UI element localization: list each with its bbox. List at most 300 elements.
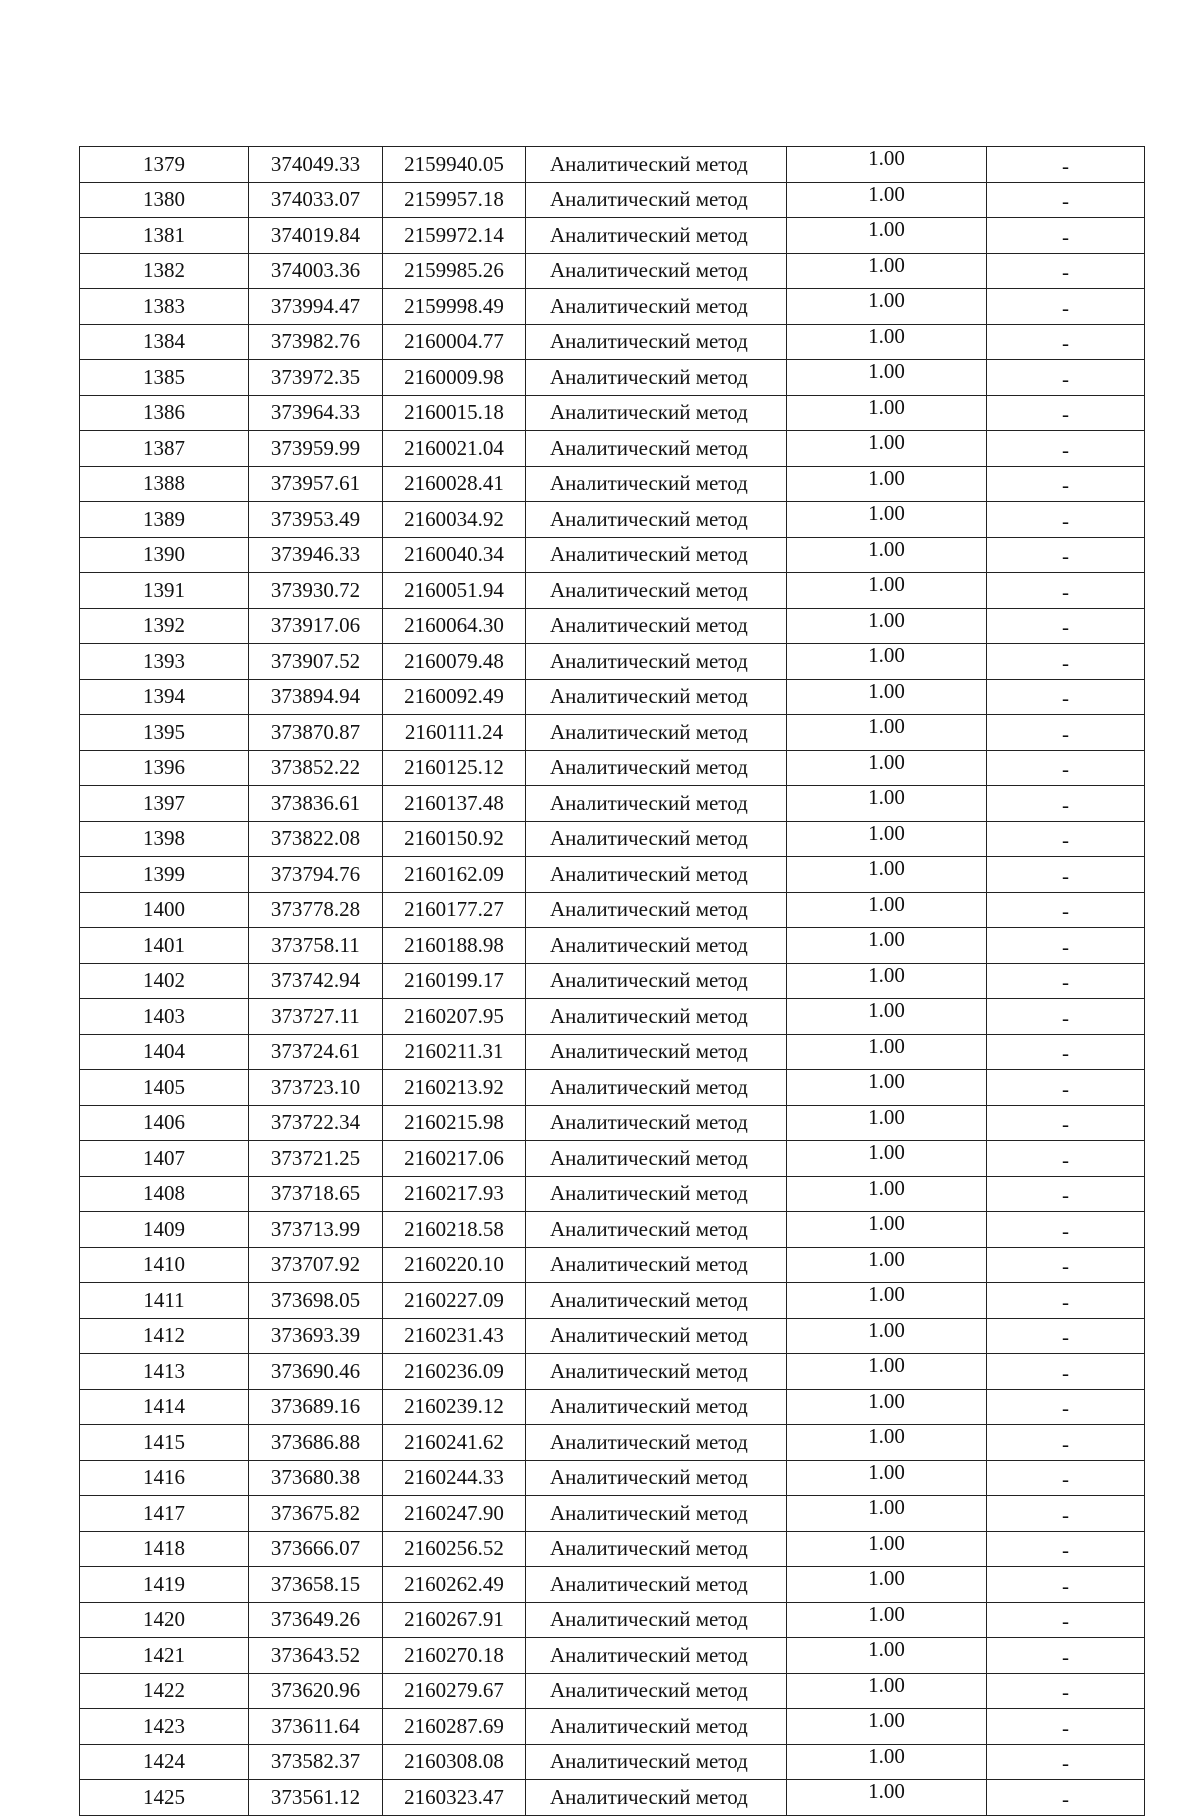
- table-row: [80, 1354, 1145, 1390]
- x-coordinate-cell: 373982.76: [249, 324, 383, 360]
- note-cell: -: [987, 466, 1145, 502]
- note-cell: -: [987, 395, 1145, 431]
- point-number-cell: 1410: [80, 1247, 249, 1283]
- x-coordinate-cell: 373582.37: [249, 1744, 383, 1780]
- note-cell: -: [987, 999, 1145, 1035]
- point-number-cell: 1383: [80, 289, 249, 325]
- table-row: [80, 289, 1145, 325]
- accuracy-cell: 1.00: [787, 1283, 987, 1319]
- x-coordinate-cell: 373722.34: [249, 1105, 383, 1141]
- method-cell: Аналитический метод: [526, 324, 787, 360]
- y-coordinate-cell: 2160137.48: [383, 786, 526, 822]
- method-cell: Аналитический метод: [526, 1709, 787, 1745]
- y-coordinate-cell: 2160079.48: [383, 644, 526, 680]
- y-coordinate-cell: 2160034.92: [383, 502, 526, 538]
- table-row: [80, 1673, 1145, 1709]
- y-coordinate-cell: 2160262.49: [383, 1567, 526, 1603]
- y-coordinate-cell: 2160004.77: [383, 324, 526, 360]
- x-coordinate-cell: 373620.96: [249, 1673, 383, 1709]
- x-coordinate-cell: 373698.05: [249, 1283, 383, 1319]
- method-cell: Аналитический метод: [526, 1141, 787, 1177]
- accuracy-cell: 1.00: [787, 786, 987, 822]
- y-coordinate-cell: 2159998.49: [383, 289, 526, 325]
- method-cell: Аналитический метод: [526, 431, 787, 467]
- accuracy-cell: 1.00: [787, 715, 987, 751]
- table-row: [80, 608, 1145, 644]
- note-cell: -: [987, 1070, 1145, 1106]
- table-row: [80, 786, 1145, 822]
- y-coordinate-cell: 2160051.94: [383, 573, 526, 609]
- note-cell: -: [987, 1780, 1145, 1816]
- y-coordinate-cell: 2160064.30: [383, 608, 526, 644]
- x-coordinate-cell: 373822.08: [249, 821, 383, 857]
- method-cell: Аналитический метод: [526, 644, 787, 680]
- point-number-cell: 1386: [80, 395, 249, 431]
- x-coordinate-cell: 373611.64: [249, 1709, 383, 1745]
- y-coordinate-cell: 2159940.05: [383, 147, 526, 183]
- method-cell: Аналитический метод: [526, 715, 787, 751]
- table-row: [80, 324, 1145, 360]
- y-coordinate-cell: 2159972.14: [383, 218, 526, 254]
- method-cell: Аналитический метод: [526, 608, 787, 644]
- note-cell: -: [987, 1034, 1145, 1070]
- note-cell: -: [987, 608, 1145, 644]
- table-row: [80, 1034, 1145, 1070]
- note-cell: -: [987, 1638, 1145, 1674]
- point-number-cell: 1393: [80, 644, 249, 680]
- table-row: [80, 857, 1145, 893]
- method-cell: Аналитический метод: [526, 1638, 787, 1674]
- accuracy-cell: 1.00: [787, 1389, 987, 1425]
- y-coordinate-cell: 2160287.69: [383, 1709, 526, 1745]
- point-number-cell: 1399: [80, 857, 249, 893]
- table-row: [80, 360, 1145, 396]
- table-row: [80, 1425, 1145, 1461]
- method-cell: Аналитический метод: [526, 1283, 787, 1319]
- note-cell: -: [987, 715, 1145, 751]
- note-cell: -: [987, 360, 1145, 396]
- x-coordinate-cell: 373778.28: [249, 892, 383, 928]
- accuracy-cell: 1.00: [787, 1105, 987, 1141]
- note-cell: -: [987, 1744, 1145, 1780]
- table-row: [80, 573, 1145, 609]
- y-coordinate-cell: 2160220.10: [383, 1247, 526, 1283]
- note-cell: -: [987, 324, 1145, 360]
- accuracy-cell: 1.00: [787, 1212, 987, 1248]
- point-number-cell: 1387: [80, 431, 249, 467]
- table-row: [80, 147, 1145, 183]
- note-cell: -: [987, 644, 1145, 680]
- x-coordinate-cell: 374019.84: [249, 218, 383, 254]
- x-coordinate-cell: 373689.16: [249, 1389, 383, 1425]
- point-number-cell: 1403: [80, 999, 249, 1035]
- table-row: [80, 1496, 1145, 1532]
- table-row: [80, 1709, 1145, 1745]
- x-coordinate-cell: 373561.12: [249, 1780, 383, 1816]
- accuracy-cell: 1.00: [787, 1247, 987, 1283]
- point-number-cell: 1422: [80, 1673, 249, 1709]
- x-coordinate-cell: 373649.26: [249, 1602, 383, 1638]
- method-cell: Аналитический метод: [526, 502, 787, 538]
- note-cell: -: [987, 1425, 1145, 1461]
- point-number-cell: 1414: [80, 1389, 249, 1425]
- note-cell: -: [987, 857, 1145, 893]
- point-number-cell: 1402: [80, 963, 249, 999]
- accuracy-cell: 1.00: [787, 1141, 987, 1177]
- accuracy-cell: 1.00: [787, 679, 987, 715]
- table-row: [80, 218, 1145, 254]
- x-coordinate-cell: 373994.47: [249, 289, 383, 325]
- x-coordinate-cell: 373643.52: [249, 1638, 383, 1674]
- y-coordinate-cell: 2160267.91: [383, 1602, 526, 1638]
- note-cell: -: [987, 821, 1145, 857]
- y-coordinate-cell: 2160199.17: [383, 963, 526, 999]
- point-number-cell: 1396: [80, 750, 249, 786]
- note-cell: -: [987, 963, 1145, 999]
- accuracy-cell: 1.00: [787, 857, 987, 893]
- method-cell: Аналитический метод: [526, 1567, 787, 1603]
- note-cell: -: [987, 1105, 1145, 1141]
- note-cell: -: [987, 786, 1145, 822]
- note-cell: -: [987, 253, 1145, 289]
- note-cell: -: [987, 1283, 1145, 1319]
- x-coordinate-cell: 373957.61: [249, 466, 383, 502]
- note-cell: -: [987, 1389, 1145, 1425]
- method-cell: Аналитический метод: [526, 1460, 787, 1496]
- method-cell: Аналитический метод: [526, 147, 787, 183]
- accuracy-cell: 1.00: [787, 1460, 987, 1496]
- x-coordinate-cell: 373758.11: [249, 928, 383, 964]
- note-cell: -: [987, 1176, 1145, 1212]
- note-cell: -: [987, 537, 1145, 573]
- y-coordinate-cell: 2160218.58: [383, 1212, 526, 1248]
- note-cell: -: [987, 502, 1145, 538]
- point-number-cell: 1418: [80, 1531, 249, 1567]
- note-cell: -: [987, 750, 1145, 786]
- x-coordinate-cell: 373870.87: [249, 715, 383, 751]
- point-number-cell: 1421: [80, 1638, 249, 1674]
- x-coordinate-cell: 373690.46: [249, 1354, 383, 1390]
- table-row: [80, 1460, 1145, 1496]
- point-number-cell: 1409: [80, 1212, 249, 1248]
- x-coordinate-cell: 374033.07: [249, 182, 383, 218]
- y-coordinate-cell: 2160040.34: [383, 537, 526, 573]
- point-number-cell: 1404: [80, 1034, 249, 1070]
- y-coordinate-cell: 2160239.12: [383, 1389, 526, 1425]
- note-cell: -: [987, 679, 1145, 715]
- y-coordinate-cell: 2160021.04: [383, 431, 526, 467]
- table-row: [80, 1141, 1145, 1177]
- point-number-cell: 1379: [80, 147, 249, 183]
- y-coordinate-cell: 2160215.98: [383, 1105, 526, 1141]
- x-coordinate-cell: 373959.99: [249, 431, 383, 467]
- point-number-cell: 1385: [80, 360, 249, 396]
- note-cell: -: [987, 1673, 1145, 1709]
- accuracy-cell: 1.00: [787, 1318, 987, 1354]
- method-cell: Аналитический метод: [526, 1070, 787, 1106]
- y-coordinate-cell: 2160308.08: [383, 1744, 526, 1780]
- accuracy-cell: 1.00: [787, 1496, 987, 1532]
- point-number-cell: 1400: [80, 892, 249, 928]
- accuracy-cell: 1.00: [787, 1176, 987, 1212]
- y-coordinate-cell: 2160279.67: [383, 1673, 526, 1709]
- point-number-cell: 1380: [80, 182, 249, 218]
- table-row: [80, 182, 1145, 218]
- accuracy-cell: 1.00: [787, 1709, 987, 1745]
- table-row: [80, 466, 1145, 502]
- method-cell: Аналитический метод: [526, 289, 787, 325]
- table-row: [80, 963, 1145, 999]
- y-coordinate-cell: 2160015.18: [383, 395, 526, 431]
- accuracy-cell: 1.00: [787, 1354, 987, 1390]
- method-cell: Аналитический метод: [526, 1780, 787, 1816]
- x-coordinate-cell: 373930.72: [249, 573, 383, 609]
- y-coordinate-cell: 2159985.26: [383, 253, 526, 289]
- method-cell: Аналитический метод: [526, 573, 787, 609]
- method-cell: Аналитический метод: [526, 1673, 787, 1709]
- method-cell: Аналитический метод: [526, 218, 787, 254]
- accuracy-cell: 1.00: [787, 1638, 987, 1674]
- note-cell: -: [987, 1567, 1145, 1603]
- table-row: [80, 1318, 1145, 1354]
- table-row: [80, 1531, 1145, 1567]
- x-coordinate-cell: 373917.06: [249, 608, 383, 644]
- table-row: [80, 928, 1145, 964]
- table-row: [80, 431, 1145, 467]
- x-coordinate-cell: 373953.49: [249, 502, 383, 538]
- method-cell: Аналитический метод: [526, 1354, 787, 1390]
- point-number-cell: 1419: [80, 1567, 249, 1603]
- accuracy-cell: 1.00: [787, 999, 987, 1035]
- accuracy-cell: 1.00: [787, 253, 987, 289]
- point-number-cell: 1398: [80, 821, 249, 857]
- point-number-cell: 1381: [80, 218, 249, 254]
- accuracy-cell: 1.00: [787, 928, 987, 964]
- x-coordinate-cell: 374049.33: [249, 147, 383, 183]
- note-cell: -: [987, 289, 1145, 325]
- accuracy-cell: 1.00: [787, 289, 987, 325]
- point-number-cell: 1390: [80, 537, 249, 573]
- table-row: [80, 1105, 1145, 1141]
- method-cell: Аналитический метод: [526, 786, 787, 822]
- method-cell: Аналитический метод: [526, 679, 787, 715]
- point-number-cell: 1401: [80, 928, 249, 964]
- method-cell: Аналитический метод: [526, 892, 787, 928]
- table-row: [80, 715, 1145, 751]
- x-coordinate-cell: 373693.39: [249, 1318, 383, 1354]
- point-number-cell: 1417: [80, 1496, 249, 1532]
- method-cell: Аналитический метод: [526, 1744, 787, 1780]
- coordinates-table: [79, 146, 1145, 1816]
- table-row: [80, 1212, 1145, 1248]
- note-cell: -: [987, 1460, 1145, 1496]
- y-coordinate-cell: 2160244.33: [383, 1460, 526, 1496]
- note-cell: -: [987, 928, 1145, 964]
- y-coordinate-cell: 2160241.62: [383, 1425, 526, 1461]
- note-cell: -: [987, 573, 1145, 609]
- point-number-cell: 1411: [80, 1283, 249, 1319]
- x-coordinate-cell: 373713.99: [249, 1212, 383, 1248]
- x-coordinate-cell: 373742.94: [249, 963, 383, 999]
- accuracy-cell: 1.00: [787, 502, 987, 538]
- accuracy-cell: 1.00: [787, 466, 987, 502]
- table-row: [80, 1070, 1145, 1106]
- y-coordinate-cell: 2160188.98: [383, 928, 526, 964]
- point-number-cell: 1425: [80, 1780, 249, 1816]
- x-coordinate-cell: 373721.25: [249, 1141, 383, 1177]
- x-coordinate-cell: 373675.82: [249, 1496, 383, 1532]
- x-coordinate-cell: 373894.94: [249, 679, 383, 715]
- method-cell: Аналитический метод: [526, 1531, 787, 1567]
- method-cell: Аналитический метод: [526, 1389, 787, 1425]
- method-cell: Аналитический метод: [526, 1212, 787, 1248]
- point-number-cell: 1423: [80, 1709, 249, 1745]
- point-number-cell: 1412: [80, 1318, 249, 1354]
- accuracy-cell: 1.00: [787, 1673, 987, 1709]
- method-cell: Аналитический метод: [526, 182, 787, 218]
- x-coordinate-cell: 373946.33: [249, 537, 383, 573]
- method-cell: Аналитический метод: [526, 360, 787, 396]
- y-coordinate-cell: 2160207.95: [383, 999, 526, 1035]
- note-cell: -: [987, 1531, 1145, 1567]
- accuracy-cell: 1.00: [787, 324, 987, 360]
- table-row: [80, 1780, 1145, 1816]
- accuracy-cell: 1.00: [787, 1744, 987, 1780]
- table-row: [80, 395, 1145, 431]
- method-cell: Аналитический метод: [526, 1105, 787, 1141]
- coordinates-table-body: [80, 147, 1145, 1816]
- x-coordinate-cell: 373836.61: [249, 786, 383, 822]
- method-cell: Аналитический метод: [526, 1034, 787, 1070]
- y-coordinate-cell: 2160092.49: [383, 679, 526, 715]
- accuracy-cell: 1.00: [787, 821, 987, 857]
- method-cell: Аналитический метод: [526, 537, 787, 573]
- accuracy-cell: 1.00: [787, 182, 987, 218]
- table-row: [80, 1638, 1145, 1674]
- point-number-cell: 1413: [80, 1354, 249, 1390]
- note-cell: -: [987, 182, 1145, 218]
- y-coordinate-cell: 2160227.09: [383, 1283, 526, 1319]
- y-coordinate-cell: 2160231.43: [383, 1318, 526, 1354]
- table-row: [80, 502, 1145, 538]
- method-cell: Аналитический метод: [526, 821, 787, 857]
- point-number-cell: 1397: [80, 786, 249, 822]
- accuracy-cell: 1.00: [787, 537, 987, 573]
- table-row: [80, 644, 1145, 680]
- accuracy-cell: 1.00: [787, 1531, 987, 1567]
- point-number-cell: 1384: [80, 324, 249, 360]
- note-cell: -: [987, 147, 1145, 183]
- x-coordinate-cell: 373724.61: [249, 1034, 383, 1070]
- note-cell: -: [987, 1141, 1145, 1177]
- x-coordinate-cell: 373852.22: [249, 750, 383, 786]
- method-cell: Аналитический метод: [526, 253, 787, 289]
- accuracy-cell: 1.00: [787, 395, 987, 431]
- point-number-cell: 1391: [80, 573, 249, 609]
- note-cell: -: [987, 1354, 1145, 1390]
- point-number-cell: 1394: [80, 679, 249, 715]
- y-coordinate-cell: 2160009.98: [383, 360, 526, 396]
- x-coordinate-cell: 373727.11: [249, 999, 383, 1035]
- method-cell: Аналитический метод: [526, 1176, 787, 1212]
- table-row: [80, 1744, 1145, 1780]
- method-cell: Аналитический метод: [526, 928, 787, 964]
- x-coordinate-cell: 373666.07: [249, 1531, 383, 1567]
- x-coordinate-cell: 373718.65: [249, 1176, 383, 1212]
- table-row: [80, 999, 1145, 1035]
- method-cell: Аналитический метод: [526, 395, 787, 431]
- accuracy-cell: 1.00: [787, 218, 987, 254]
- accuracy-cell: 1.00: [787, 573, 987, 609]
- method-cell: Аналитический метод: [526, 857, 787, 893]
- accuracy-cell: 1.00: [787, 1034, 987, 1070]
- note-cell: -: [987, 1212, 1145, 1248]
- note-cell: -: [987, 892, 1145, 928]
- y-coordinate-cell: 2160162.09: [383, 857, 526, 893]
- accuracy-cell: 1.00: [787, 892, 987, 928]
- point-number-cell: 1382: [80, 253, 249, 289]
- y-coordinate-cell: 2160150.92: [383, 821, 526, 857]
- method-cell: Аналитический метод: [526, 1602, 787, 1638]
- note-cell: -: [987, 431, 1145, 467]
- y-coordinate-cell: 2160177.27: [383, 892, 526, 928]
- accuracy-cell: 1.00: [787, 1602, 987, 1638]
- point-number-cell: 1388: [80, 466, 249, 502]
- accuracy-cell: 1.00: [787, 360, 987, 396]
- note-cell: -: [987, 1602, 1145, 1638]
- method-cell: Аналитический метод: [526, 999, 787, 1035]
- x-coordinate-cell: 373658.15: [249, 1567, 383, 1603]
- table-row: [80, 253, 1145, 289]
- method-cell: Аналитический метод: [526, 750, 787, 786]
- point-number-cell: 1389: [80, 502, 249, 538]
- note-cell: -: [987, 1496, 1145, 1532]
- method-cell: Аналитический метод: [526, 1318, 787, 1354]
- table-row: [80, 537, 1145, 573]
- point-number-cell: 1406: [80, 1105, 249, 1141]
- accuracy-cell: 1.00: [787, 1070, 987, 1106]
- table-row: [80, 821, 1145, 857]
- table-row: [80, 1389, 1145, 1425]
- note-cell: -: [987, 1709, 1145, 1745]
- accuracy-cell: 1.00: [787, 963, 987, 999]
- y-coordinate-cell: 2160256.52: [383, 1531, 526, 1567]
- point-number-cell: 1415: [80, 1425, 249, 1461]
- table-row: [80, 1176, 1145, 1212]
- y-coordinate-cell: 2160213.92: [383, 1070, 526, 1106]
- point-number-cell: 1424: [80, 1744, 249, 1780]
- accuracy-cell: 1.00: [787, 608, 987, 644]
- accuracy-cell: 1.00: [787, 1780, 987, 1816]
- method-cell: Аналитический метод: [526, 1496, 787, 1532]
- accuracy-cell: 1.00: [787, 431, 987, 467]
- x-coordinate-cell: 373680.38: [249, 1460, 383, 1496]
- note-cell: -: [987, 218, 1145, 254]
- x-coordinate-cell: 373707.92: [249, 1247, 383, 1283]
- x-coordinate-cell: 373907.52: [249, 644, 383, 680]
- table-row: [80, 750, 1145, 786]
- method-cell: Аналитический метод: [526, 1247, 787, 1283]
- accuracy-cell: 1.00: [787, 147, 987, 183]
- y-coordinate-cell: 2160247.90: [383, 1496, 526, 1532]
- table-row: [80, 1567, 1145, 1603]
- accuracy-cell: 1.00: [787, 750, 987, 786]
- point-number-cell: 1420: [80, 1602, 249, 1638]
- y-coordinate-cell: 2160217.06: [383, 1141, 526, 1177]
- y-coordinate-cell: 2160211.31: [383, 1034, 526, 1070]
- x-coordinate-cell: 373964.33: [249, 395, 383, 431]
- point-number-cell: 1405: [80, 1070, 249, 1106]
